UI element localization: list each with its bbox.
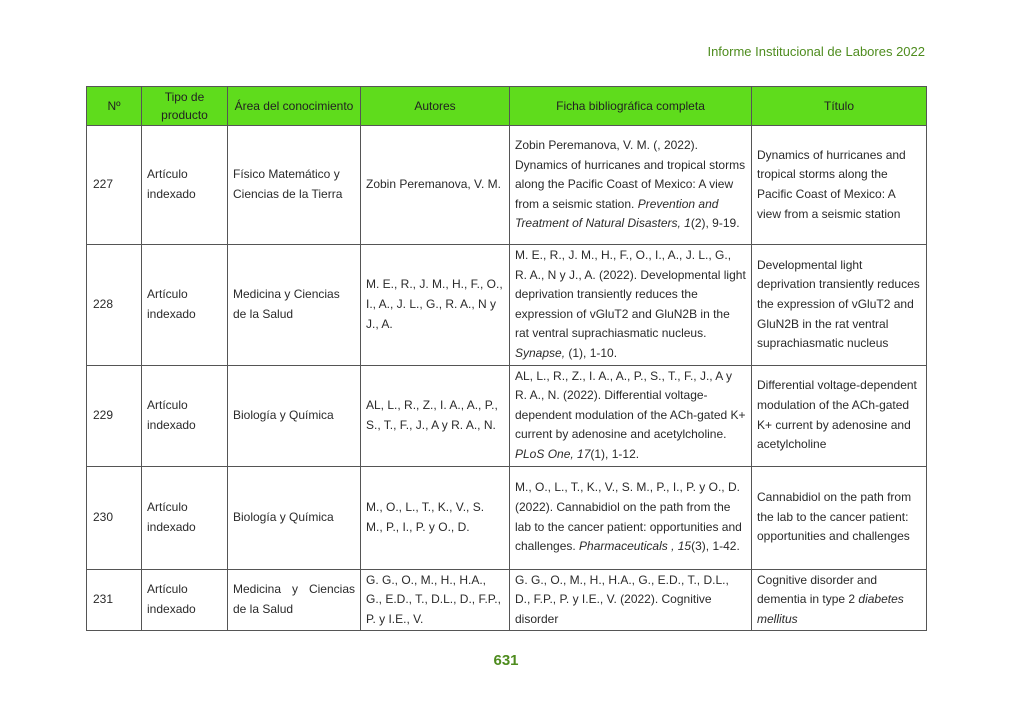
citation-tail: (2), 9-19. <box>690 216 740 231</box>
cell-type: Artículo indexado <box>142 126 228 245</box>
citation-text: Zobin Peremanova, V. M. (, 2022). Dynamics of hurricanes and tropical storms along the Pacific Coast of Mexico: A view from a seismic station. <box>515 138 746 211</box>
citation-tail: (1), 1-10. <box>565 345 618 360</box>
column-header-authors: Autores <box>361 87 510 126</box>
cell-area: Físico Matemático y Ciencias de la Tierra <box>228 126 361 245</box>
citation-journal: Pharmaceuticals , 15 <box>579 539 692 554</box>
cell-type: Artículo indexado <box>142 365 228 466</box>
citation-text: M., O., L., T., K., V., S. M., P., I., P. y O., D. (2022). Cannabidiol on the path from the lab to the cancer patient: opportunities and challenges. <box>515 480 742 554</box>
cell-authors: M., O., L., T., K., V., S. M., P., I., P. y O., D. <box>361 466 510 569</box>
table-row <box>87 569 927 631</box>
products-table <box>86 86 927 631</box>
cell-area: Biología y Química <box>228 365 361 466</box>
table-row <box>87 466 927 569</box>
title-text: Developmental light deprivation transiently reduces the expression of vGluT2 and GluN2B in the rat ventral suprachiasmatic nucleus <box>757 257 920 351</box>
cell-number: 229 <box>87 365 142 466</box>
cell-title <box>752 126 927 245</box>
cell-number: 228 <box>87 245 142 366</box>
citation-tail: (3), 1-42. <box>691 539 740 554</box>
table-header-row <box>87 87 927 126</box>
citation-tail: (1), 1-12. <box>590 446 640 461</box>
cell-number: 227 <box>87 126 142 245</box>
cell-number: 230 <box>87 466 142 569</box>
cell-area: Medicina y Ciencias de la Salud <box>228 569 361 631</box>
citation-text: M. E., R., J. M., H., F., O., I., A., J. L., G., R. A., N y J., A. (2022). Developmental light deprivation transiently reduces the expression of vGluT2 and GluN2B in the rat ventral suprachiasmatic nucleus. <box>515 248 746 341</box>
cell-title <box>752 245 927 366</box>
cell-citation <box>510 365 752 466</box>
cell-authors: Zobin Peremanova, V. M. <box>361 126 510 245</box>
cell-number: 231 <box>87 569 142 631</box>
title-text: Cannabidiol on the path from the lab to the cancer patient: opportunities and challenges <box>757 490 912 544</box>
citation-text: G. G., O., M., H., H.A., G., E.D., T., D.L., D., F.P., P. y I.E., V. (2022). Cognitive disorder <box>515 572 729 626</box>
running-header: Informe Institucional de Labores 2022 <box>707 44 925 59</box>
table-row <box>87 126 927 245</box>
table-row <box>87 245 927 366</box>
cell-citation <box>510 126 752 245</box>
cell-title <box>752 466 927 569</box>
cell-citation <box>510 245 752 366</box>
cell-type: Artículo indexado <box>142 569 228 631</box>
title-italic: diabetes mellitus <box>757 592 904 626</box>
citation-text: AL, L., R., Z., I. A., A., P., S., T., F., J., A y R. A., N. (2022). Differential voltage-dependent modulation of the ACh-gated K+ current by adenosine and acetylcholine. <box>515 368 746 442</box>
cell-area: Biología y Química <box>228 466 361 569</box>
column-header-citation: Ficha bibliográfica completa <box>510 87 752 126</box>
cell-citation <box>510 466 752 569</box>
citation-journal: PLoS One, 17 <box>515 446 591 461</box>
cell-authors: M. E., R., J. M., H., F., O., I., A., J. L., G., R. A., N y J., A. <box>361 245 510 366</box>
column-header-area: Área del conocimiento <box>228 87 361 126</box>
table-row <box>87 365 927 466</box>
column-header-title: Título <box>752 87 927 126</box>
cell-type: Artículo indexado <box>142 245 228 366</box>
cell-area: Medicina y Ciencias de la Salud <box>228 245 361 366</box>
cell-title <box>752 365 927 466</box>
cell-citation <box>510 569 752 631</box>
cell-authors: G. G., O., M., H., H.A., G., E.D., T., D.L., D., F.P., P. y I.E., V. <box>361 569 510 631</box>
title-text: Cognitive disorder and dementia in type 2 <box>757 572 878 607</box>
title-text: Differential voltage-dependent modulation of the ACh-gated K+ current by adenosine and acetylcholine <box>757 378 917 452</box>
column-header-number: Nº <box>87 87 142 126</box>
cell-type: Artículo indexado <box>142 466 228 569</box>
page-number: 631 <box>493 652 519 669</box>
column-header-type: Tipo de producto <box>142 87 228 126</box>
cell-title <box>752 569 927 631</box>
title-text: Dynamics of hurricanes and tropical storms along the Pacific Coast of Mexico: A view from a seismic station <box>757 147 906 221</box>
citation-journal: Synapse, <box>515 345 566 360</box>
cell-authors: AL, L., R., Z., I. A., A., P., S., T., F., J., A y R. A., N. <box>361 365 510 466</box>
citation-journal: Prevention and Treatment of Natural Disasters, 1 <box>515 196 719 231</box>
